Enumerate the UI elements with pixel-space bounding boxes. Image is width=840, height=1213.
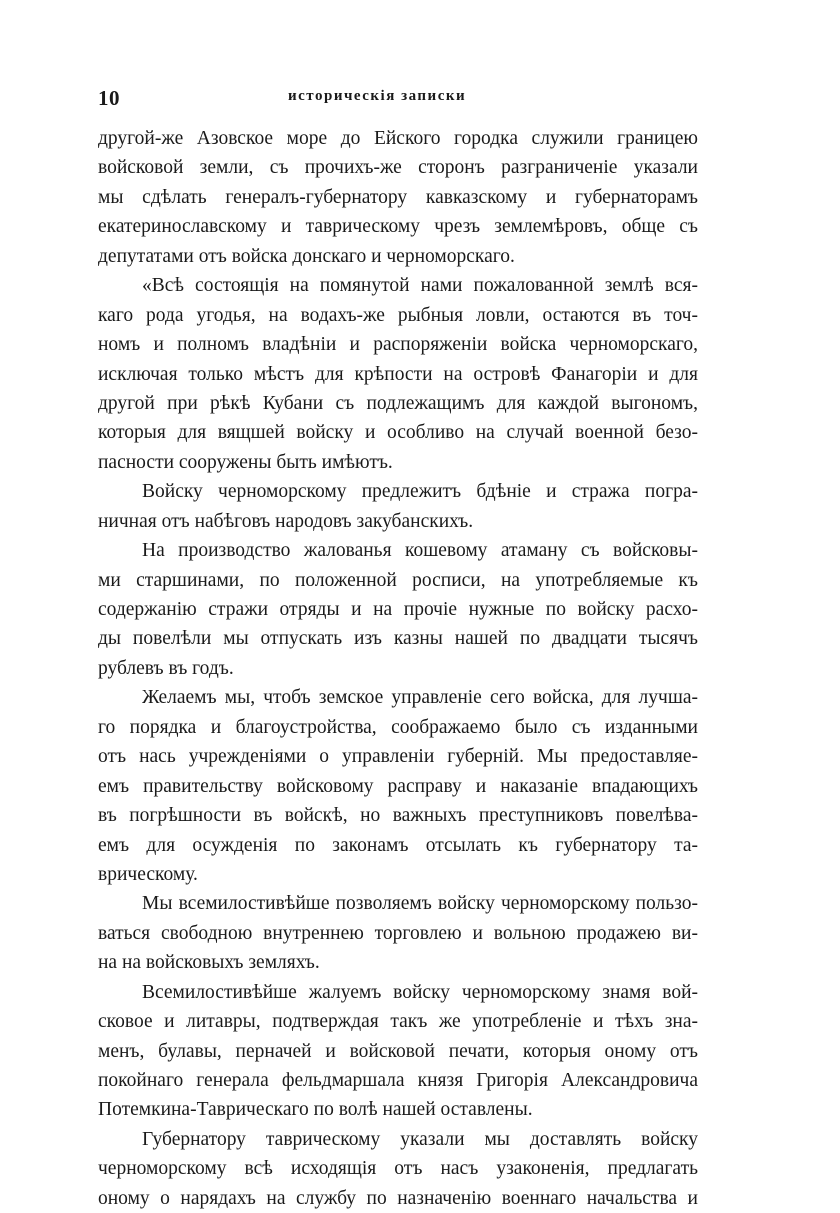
running-head [98,86,698,112]
text-line: номъ и полномъ владѣніи и распоряженіи войска черноморскаго, [98,334,698,356]
text-line: ми старшинами, по положенной росписи, на употребляемые къ [98,569,698,591]
text-line: другой при рѣкѣ Кубани съ подлежащимъ для каждой выгономъ, [98,392,698,414]
text-line: екатеринославскому и таврическому чрезъ землемѣровъ, обще съ [98,216,698,238]
text-line: мы сдѣлать генералъ-губернатору кавказскому и губернаторамъ [98,186,698,208]
text-line: на на войсковыхъ земляхъ. [98,952,320,974]
text-line: Потемкина-Таврическаго по волѣ нашей оставлены. [98,1099,533,1121]
body-text [98,124,698,1213]
text-line: го порядка и благоустройства, соображаемо было съ изданными [98,716,698,738]
text-line: исключая только мѣстъ для крѣпости на островѣ Фанагоріи и для [98,363,698,385]
running-title: историческія записки [288,88,467,104]
paragraph-first-line: «Всѣ состоящія на помянутой нами пожалованной землѣ вся- [142,275,698,297]
text-line: каго рода угодья, на водахъ-же рыбныя ловли, остаются въ точ- [98,304,698,326]
text-line: войсковой земли, съ прочихъ-же сторонъ разграниченіе указали [98,157,698,179]
text-line: рублевъ въ годъ. [98,657,234,679]
paragraph-first-line: Губернатору таврическому указали мы доставлять войску [142,1128,698,1150]
paragraph-first-line: Мы всемилостивѣйше позволяемъ войску черноморскому пользо- [142,893,698,915]
text-line: депутатами отъ войска донскаго и черноморскаго. [98,245,515,267]
text-line: ваться свободною внутреннею торговлею и вольною продажею ви- [98,922,698,944]
paragraph-first-line: На производство жалованья кошевому атаману съ войсковы- [142,540,698,562]
text-line: емъ для осужденія по законамъ отсылать къ губернатору та- [98,834,698,856]
text-line: ничная отъ набѣговъ народовъ закубанскихъ. [98,510,474,532]
text-line: ды повелѣли мы отпускать изъ казны нашей по двадцати тысячъ [98,628,698,650]
paragraph-first-line: Всемилостивѣйше жалуемъ войску черноморскому знамя вой- [142,981,698,1003]
text-line: другой-же Азовское море до Ейского городка служили границею [98,128,698,149]
paragraph-first-line: Желаемъ мы, чтобъ земское управленіе сего войска, для лучша- [142,687,698,709]
text-line: содержанію стражи отряды и на прочіе нужные по войску расхо- [98,599,698,620]
text-line: сковое и литавры, подтверждая такъ же употребленіе и тѣхъ зна- [98,1011,698,1033]
text-line: отъ нась учрежденіями о управленіи губерній. Мы предоставляе- [98,746,698,768]
text-line: емъ правительству войсковому расправу и наказаніе впадающихъ [98,775,698,797]
page-number: 10 [98,86,120,110]
text-line: которыя для вящшей войску и особливо на случай военной безо- [98,422,698,444]
text-line: менъ, булавы, перначей и войсковой печати, которыя оному отъ [98,1040,698,1062]
text-line: въ погрѣшности въ войскѣ, но важныхъ преступниковъ повелѣва- [98,805,698,827]
text-line: оному о нарядахъ на службу по назначенію военнаго начальства и [98,1187,698,1209]
text-line: черноморскому всѣ исходящія отъ насъ узаконенія, предлагать [98,1158,698,1180]
text-line: врическому. [98,863,198,885]
paragraph-first-line: Войску черноморскому предлежитъ бдѣніе и стража погра- [142,481,698,503]
text-line: пасности сооружены быть имѣютъ. [98,451,393,473]
text-line: покойнаго генерала фельдмаршала князя Григорія Александровича [98,1070,698,1091]
